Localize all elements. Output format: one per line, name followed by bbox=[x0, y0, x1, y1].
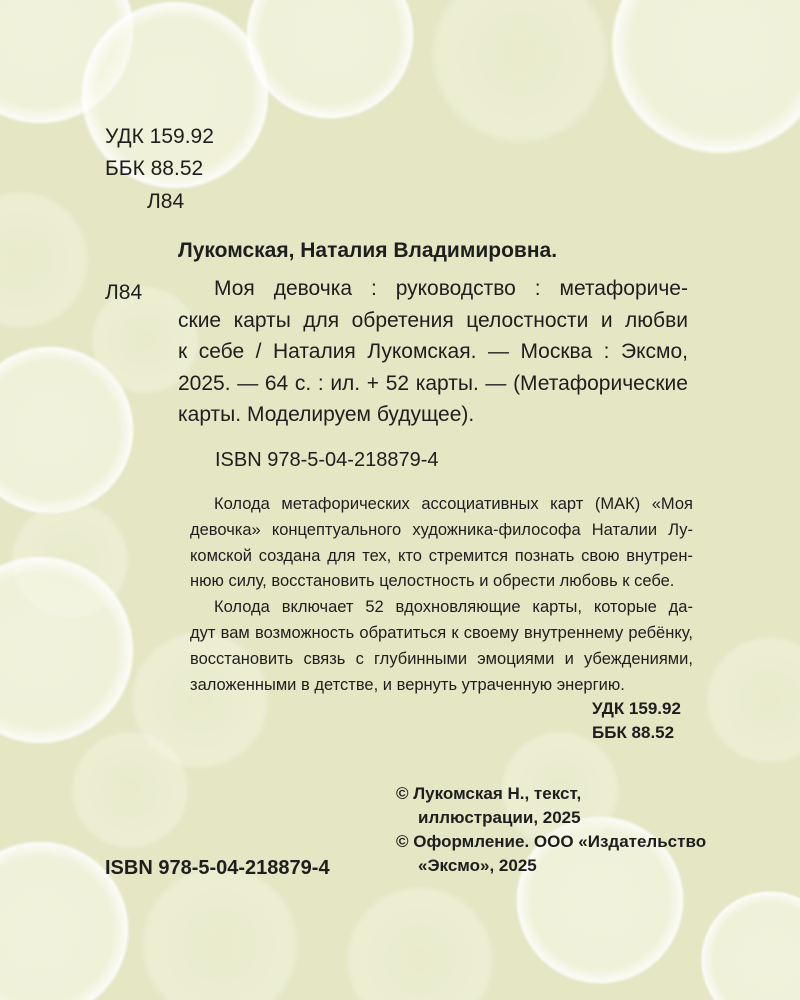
word: к bbox=[622, 572, 630, 591]
word: утраченную bbox=[461, 675, 553, 694]
author-heading: Лукомская, Наталия Владимировна. bbox=[178, 239, 558, 262]
word: себе. bbox=[634, 572, 675, 591]
word: 52 bbox=[385, 371, 410, 395]
word: к bbox=[178, 340, 188, 363]
word: эмоциями bbox=[477, 649, 555, 668]
word: карты. bbox=[178, 403, 242, 426]
word: включает bbox=[281, 598, 354, 617]
word: любовь bbox=[559, 572, 618, 591]
word: : bbox=[370, 277, 377, 300]
word: обратиться bbox=[359, 623, 447, 642]
word: руководство bbox=[395, 277, 516, 300]
word: для bbox=[327, 546, 356, 565]
word: Моделируем bbox=[246, 403, 371, 426]
word: концептуального bbox=[271, 520, 402, 539]
word: : bbox=[534, 277, 541, 300]
word: и bbox=[564, 649, 574, 668]
word: кто bbox=[398, 546, 422, 565]
word: : bbox=[317, 371, 324, 395]
word: которые bbox=[593, 598, 657, 617]
copyright-block bbox=[396, 782, 706, 878]
word: карты. bbox=[415, 371, 479, 395]
word: заложенными bbox=[190, 675, 297, 694]
annotation-line bbox=[190, 673, 693, 699]
description-line bbox=[178, 399, 688, 431]
word: ские bbox=[178, 308, 222, 332]
bottom-udk-code: УДК 159.92 bbox=[592, 699, 681, 718]
annotation-line bbox=[190, 647, 693, 673]
word: Колода bbox=[214, 495, 270, 513]
word: карты, bbox=[532, 598, 582, 617]
word: свою bbox=[581, 546, 620, 565]
word: глубинными bbox=[374, 649, 468, 668]
word: создана bbox=[258, 546, 321, 565]
annotation-line bbox=[190, 544, 693, 570]
description-line bbox=[178, 368, 688, 400]
annotation bbox=[190, 492, 693, 698]
word: Моя bbox=[214, 277, 255, 300]
word: карт bbox=[550, 495, 584, 513]
word: — bbox=[237, 371, 259, 395]
word: художника-философа bbox=[412, 520, 581, 539]
bottom-codes bbox=[592, 697, 681, 745]
word: Лу- bbox=[668, 520, 693, 539]
word: 2025. bbox=[178, 371, 231, 395]
bbk-code: ББК 88.52 bbox=[105, 157, 204, 180]
author-mark: Л84 bbox=[147, 190, 185, 213]
word: — bbox=[487, 340, 509, 363]
bibliographic-description bbox=[178, 273, 688, 431]
word: вдохновляющие bbox=[395, 598, 521, 617]
udk-code: УДК 159.92 bbox=[105, 125, 214, 148]
word: будущее). bbox=[376, 403, 475, 426]
word: ил. bbox=[330, 371, 361, 395]
word: своему bbox=[463, 623, 519, 642]
word: / bbox=[255, 340, 262, 363]
word: с bbox=[355, 649, 364, 668]
word: Лукомская. bbox=[367, 340, 477, 363]
word: (МАК) bbox=[594, 495, 641, 513]
word: убеждениями, bbox=[584, 649, 693, 668]
word: вам bbox=[220, 623, 250, 642]
annotation-line bbox=[190, 595, 693, 621]
word: : bbox=[603, 340, 610, 363]
word: обрести bbox=[493, 572, 556, 591]
word: и bbox=[600, 308, 613, 332]
word: + bbox=[366, 371, 380, 395]
word: ребёнку, bbox=[628, 623, 693, 642]
word: — bbox=[485, 371, 507, 395]
word: Наталии bbox=[591, 520, 658, 539]
word: вернуть bbox=[396, 675, 458, 694]
description-line bbox=[178, 273, 688, 305]
word: себе bbox=[198, 340, 245, 363]
word: карты bbox=[233, 308, 291, 332]
word: Колода bbox=[214, 598, 270, 617]
word: нюю bbox=[190, 572, 224, 591]
word: «Моя bbox=[651, 495, 693, 513]
copyright-design: © Оформление. ООО «Издательство bbox=[396, 832, 707, 851]
word: девочка» bbox=[190, 520, 261, 539]
word: детстве, bbox=[314, 675, 379, 694]
word: внутреннему bbox=[523, 623, 624, 642]
copyright-text: © Лукомская Н., текст, bbox=[396, 784, 582, 803]
word: внутрен- bbox=[626, 546, 693, 565]
word: восстановить bbox=[271, 572, 375, 591]
word: Москва bbox=[520, 340, 593, 363]
word: да- bbox=[668, 598, 693, 617]
isbn-record: ISBN 978-5-04-218879-4 bbox=[215, 449, 439, 471]
word: (Метафорические bbox=[513, 371, 688, 395]
word: энергию. bbox=[556, 675, 625, 694]
word: дут bbox=[190, 623, 216, 642]
word: связь bbox=[303, 649, 346, 668]
word: любви bbox=[625, 308, 688, 332]
word: познать bbox=[514, 546, 575, 565]
word: метафориче- bbox=[559, 277, 688, 300]
description-line bbox=[178, 336, 688, 368]
word: 64 bbox=[264, 371, 289, 395]
word: возможность bbox=[254, 623, 355, 642]
word: 52 bbox=[365, 598, 384, 617]
word: и bbox=[479, 572, 489, 591]
word: комской bbox=[190, 546, 252, 565]
word: с. bbox=[294, 371, 312, 395]
description-line bbox=[178, 305, 688, 337]
word: восстановить bbox=[190, 649, 294, 668]
word: метафорических bbox=[281, 495, 410, 513]
copyright-design: «Эксмо», 2025 bbox=[418, 856, 537, 875]
word: к bbox=[451, 623, 459, 642]
word: ассоциативных bbox=[421, 495, 539, 513]
word: Эксмо, bbox=[621, 340, 688, 363]
annotation-line bbox=[190, 518, 693, 544]
word: силу, bbox=[228, 572, 267, 591]
bottom-bbk-code: ББК 88.52 bbox=[592, 723, 675, 742]
word: и bbox=[382, 675, 392, 694]
word: обретения bbox=[351, 308, 454, 332]
annotation-line bbox=[190, 492, 693, 518]
word: целостности bbox=[466, 308, 589, 332]
word: стремится bbox=[428, 546, 509, 565]
word: в bbox=[301, 675, 310, 694]
author-mark-row: Л84 bbox=[105, 281, 143, 304]
word: для bbox=[303, 308, 340, 332]
copyright-text: иллюстрации, 2025 bbox=[418, 808, 581, 827]
annotation-line bbox=[190, 569, 693, 595]
word: девочка bbox=[273, 277, 353, 300]
annotation-line bbox=[190, 621, 693, 647]
word: целостность bbox=[379, 572, 475, 591]
word: Наталия bbox=[273, 340, 356, 363]
word: тех, bbox=[362, 546, 392, 565]
isbn-bottom: ISBN 978-5-04-218879-4 bbox=[105, 857, 330, 879]
